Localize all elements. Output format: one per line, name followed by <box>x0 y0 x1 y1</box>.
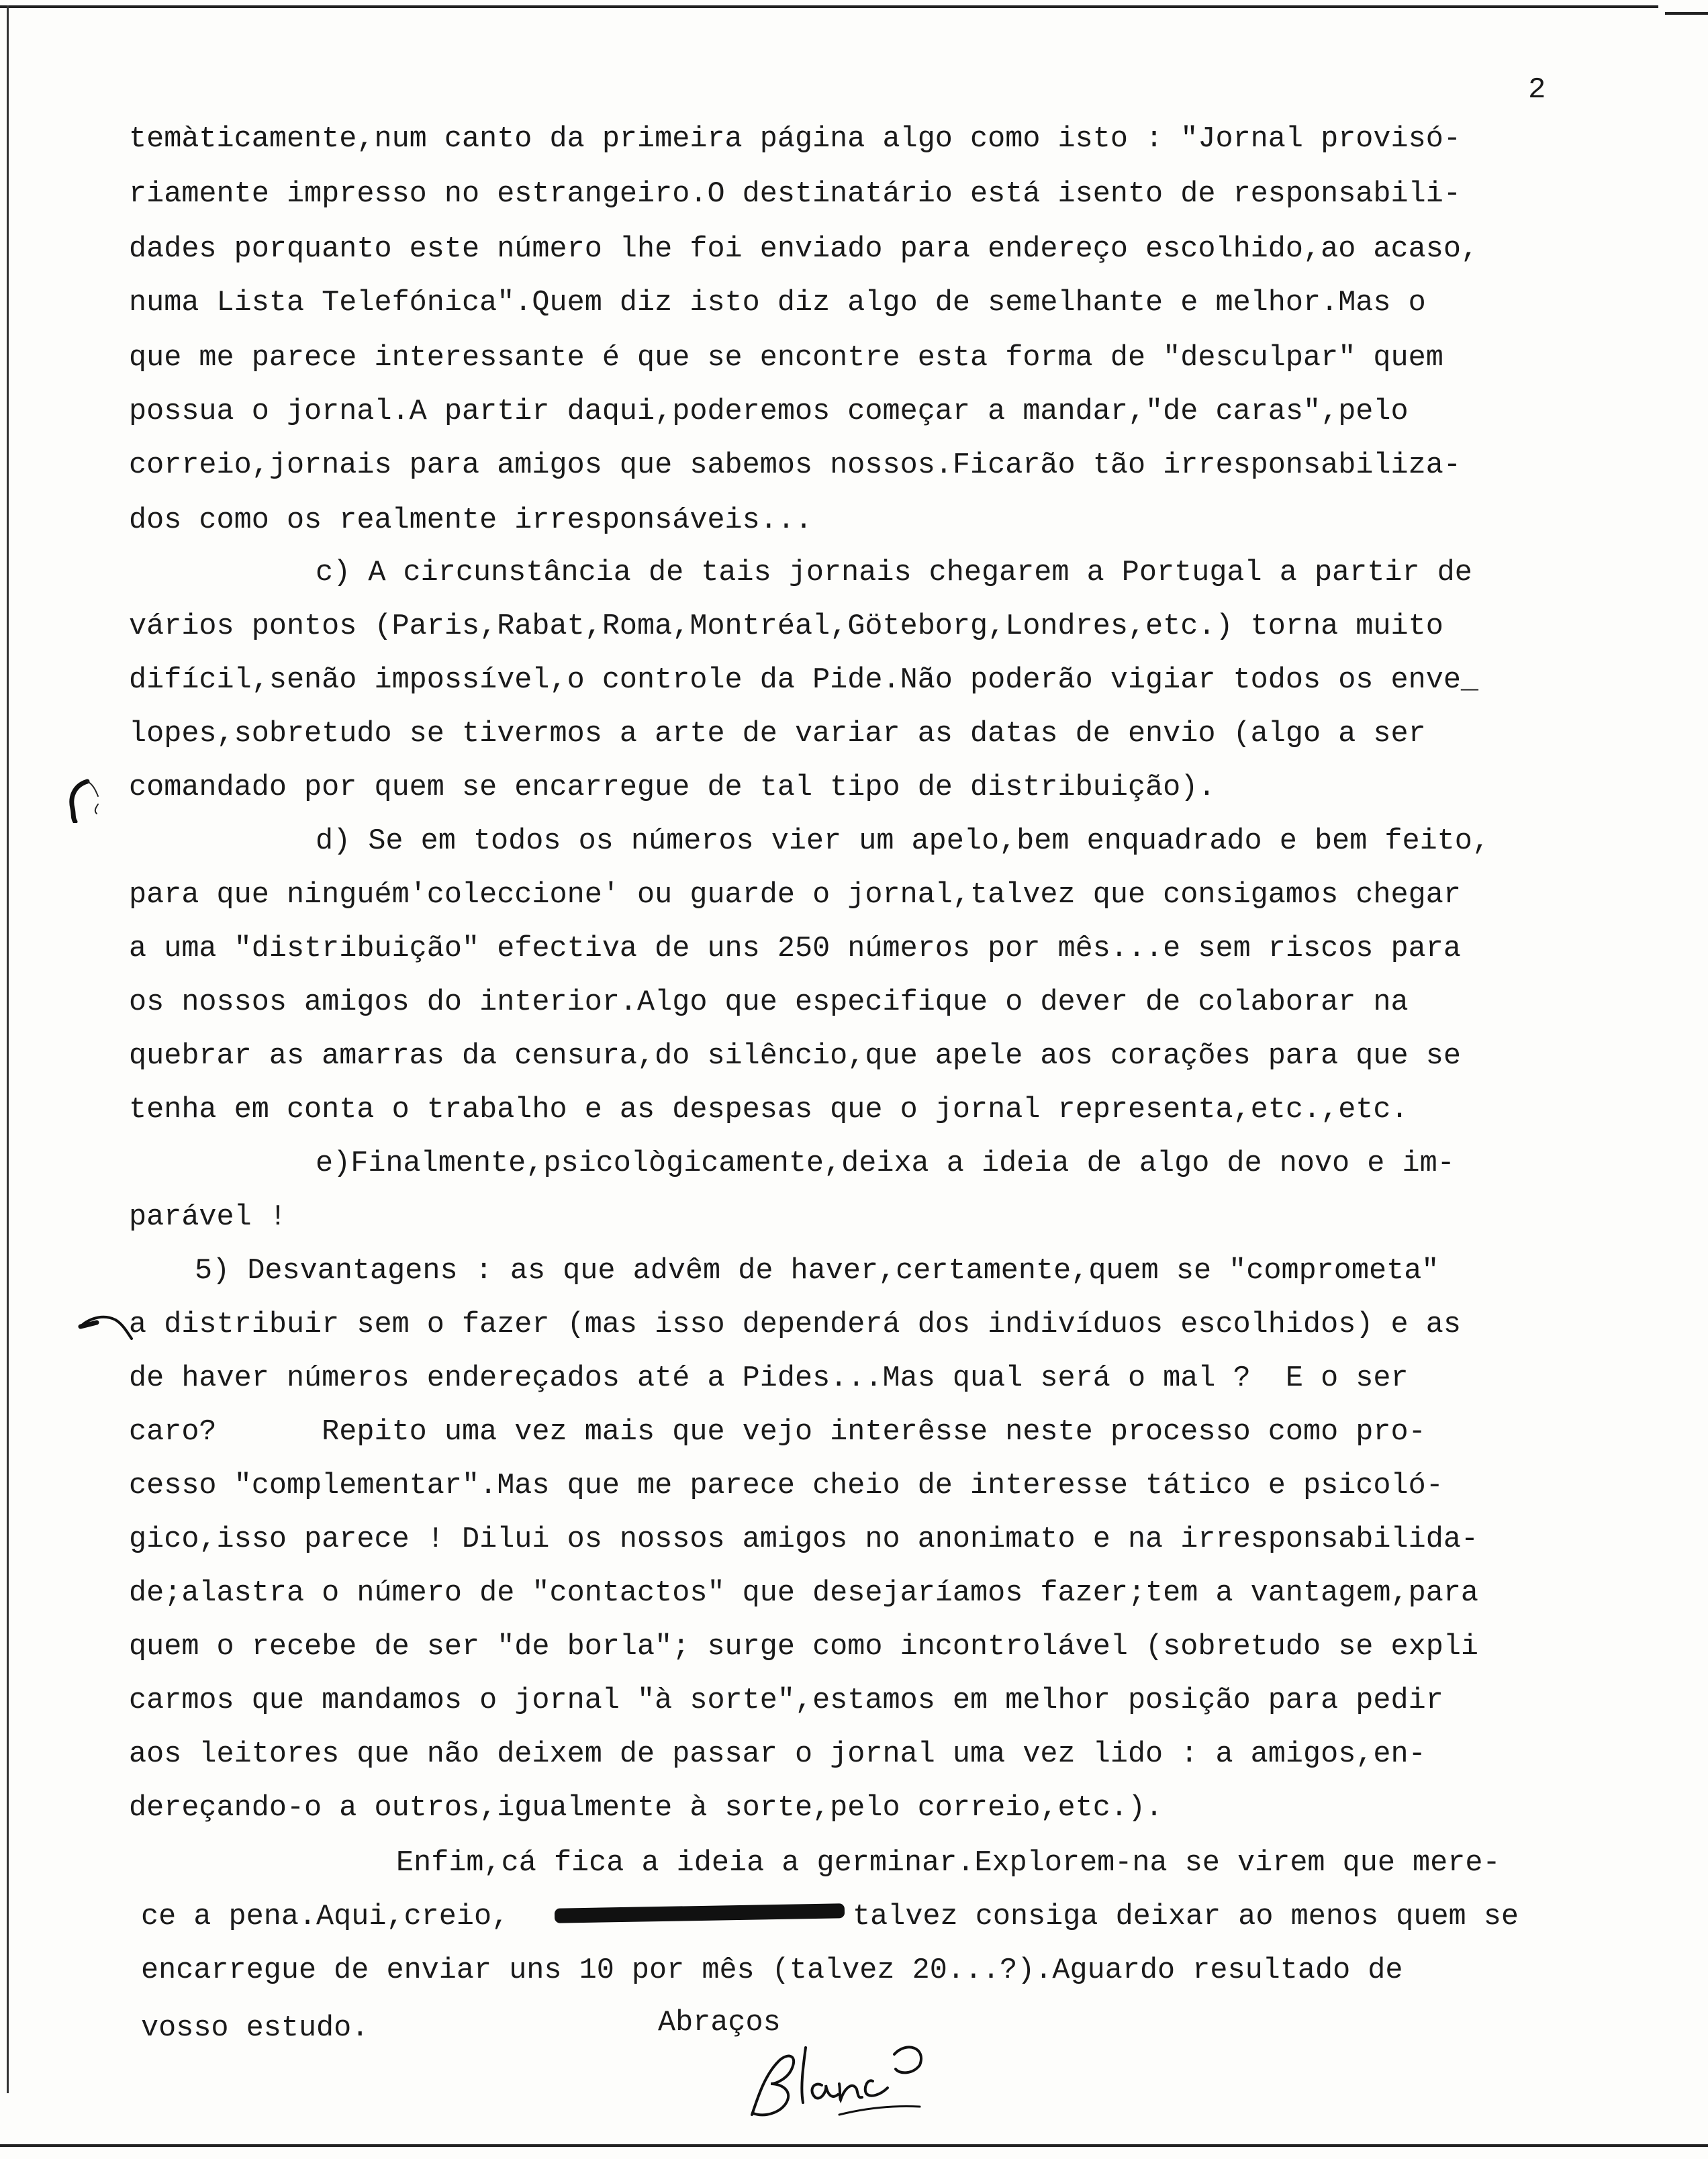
text-line: possua o jornal.A partir daqui,poderemos começar a mandar,"de caras",pelo <box>129 395 1409 428</box>
text-line: parável ! <box>129 1201 287 1234</box>
text-line: caro? Repito uma vez mais que vejo interêsse neste processo como pro- <box>129 1416 1426 1449</box>
text-line: gico,isso parece ! Dilui os nossos amigos no anonimato e na irresponsabilida- <box>129 1523 1479 1556</box>
text-line: que me parece interessante é que se encontre esta forma de "desculpar" quem <box>129 342 1443 375</box>
text-line: a distribuir sem o fazer (mas isso dependerá dos indivíduos escolhidos) e as <box>129 1308 1461 1341</box>
page-border-left <box>7 5 9 2093</box>
text-line: talvez consiga deixar ao menos quem se <box>853 1901 1519 1933</box>
text-line: os nossos amigos do interior.Algo que especifique o dever de colaborar na <box>129 986 1409 1019</box>
text-line: dereçando-o a outros,igualmente à sorte,pelo correio,etc.). <box>129 1792 1164 1825</box>
text-line: vosso estudo. <box>141 2012 369 2045</box>
page-border-top-right <box>1665 12 1708 15</box>
text-line: c) A circunstância de tais jornais chegarem a Portugal a partir de <box>316 557 1472 589</box>
text-line: e)Finalmente,psicològicamente,deixa a ideia de algo de novo e im- <box>316 1147 1455 1180</box>
text-line: comandado por quem se encarregue de tal tipo de distribuição). <box>129 771 1216 804</box>
text-line: quem o recebe de ser "de borla"; surge como incontrolável (sobretudo se expli <box>129 1631 1479 1664</box>
text-line: para que ninguém'coleccione' ou guarde o jornal,talvez que consigamos chegar <box>129 879 1461 912</box>
text-line: carmos que mandamos o jornal "à sorte",estamos em melhor posição para pedir <box>129 1684 1443 1717</box>
text-line: numa Lista Telefónica".Quem diz isto diz algo de semelhante e melhor.Mas o <box>129 287 1426 320</box>
page-border-bottom <box>0 2144 1708 2147</box>
text-line: Enfim,cá fica a ideia a germinar.Explorem-na se virem que mere- <box>396 1847 1501 1880</box>
closing-line: Abraços <box>658 2007 781 2040</box>
text-line: 5) Desvantagens : as que advêm de haver,certamente,quem se "comprometa" <box>195 1255 1439 1288</box>
text-line: dades porquanto este número lhe foi enviado para endereço escolhido,ao acaso, <box>129 233 1479 266</box>
text-line: de;alastra o número de "contactos" que desejaríamos fazer;tem a vantagem,para <box>129 1577 1479 1610</box>
text-line: vários pontos (Paris,Rabat,Roma,Montréal,Göteborg,Londres,etc.) torna muito <box>129 610 1443 643</box>
text-line: a uma "distribuição" efectiva de uns 250 números por mês...e sem riscos para <box>129 932 1461 965</box>
text-line: lopes,sobretudo se tivermos a arte de variar as datas de envio (algo a ser <box>129 718 1426 751</box>
redacted-text <box>555 1903 845 1923</box>
text-line: aos leitores que não deixem de passar o jornal uma vez lido : a amigos,en- <box>129 1738 1426 1771</box>
text-line: cesso "complementar".Mas que me parece cheio de interesse tático e psicoló- <box>129 1470 1443 1502</box>
text-line: correio,jornais para amigos que sabemos nossos.Ficarão tão irresponsabiliza- <box>129 449 1461 482</box>
text-line: de haver números endereçados até a Pides...Mas qual será o mal ? E o ser <box>129 1362 1409 1395</box>
text-line: ce a pena.Aqui,creio, <box>141 1901 510 1933</box>
text-line: difícil,senão impossível,o controle da Pide.Não poderão vigiar todos os enve_ <box>129 664 1479 697</box>
margin-bracket-mark <box>64 776 105 823</box>
text-line: riamente impresso no estrangeiro.O destinatário está isento de responsabili- <box>129 178 1461 211</box>
page-border-top <box>0 5 1658 8</box>
handwritten-signature <box>739 2027 940 2128</box>
text-line: temàticamente,num canto da primeira página algo como isto : "Jornal provisó- <box>129 123 1461 156</box>
margin-hook-mark <box>78 1310 138 1344</box>
page-number: 2 <box>1528 73 1546 107</box>
text-line: tenha em conta o trabalho e as despesas que o jornal representa,etc.,etc. <box>129 1094 1409 1126</box>
text-line: dos como os realmente irresponsáveis... <box>129 504 813 537</box>
text-line: d) Se em todos os números vier um apelo,bem enquadrado e bem feito, <box>316 825 1490 858</box>
text-line: encarregue de enviar uns 10 por mês (talvez 20...?).Aguardo resultado de <box>141 1954 1403 1987</box>
text-line: quebrar as amarras da censura,do silêncio,que apele aos corações para que se <box>129 1040 1461 1073</box>
